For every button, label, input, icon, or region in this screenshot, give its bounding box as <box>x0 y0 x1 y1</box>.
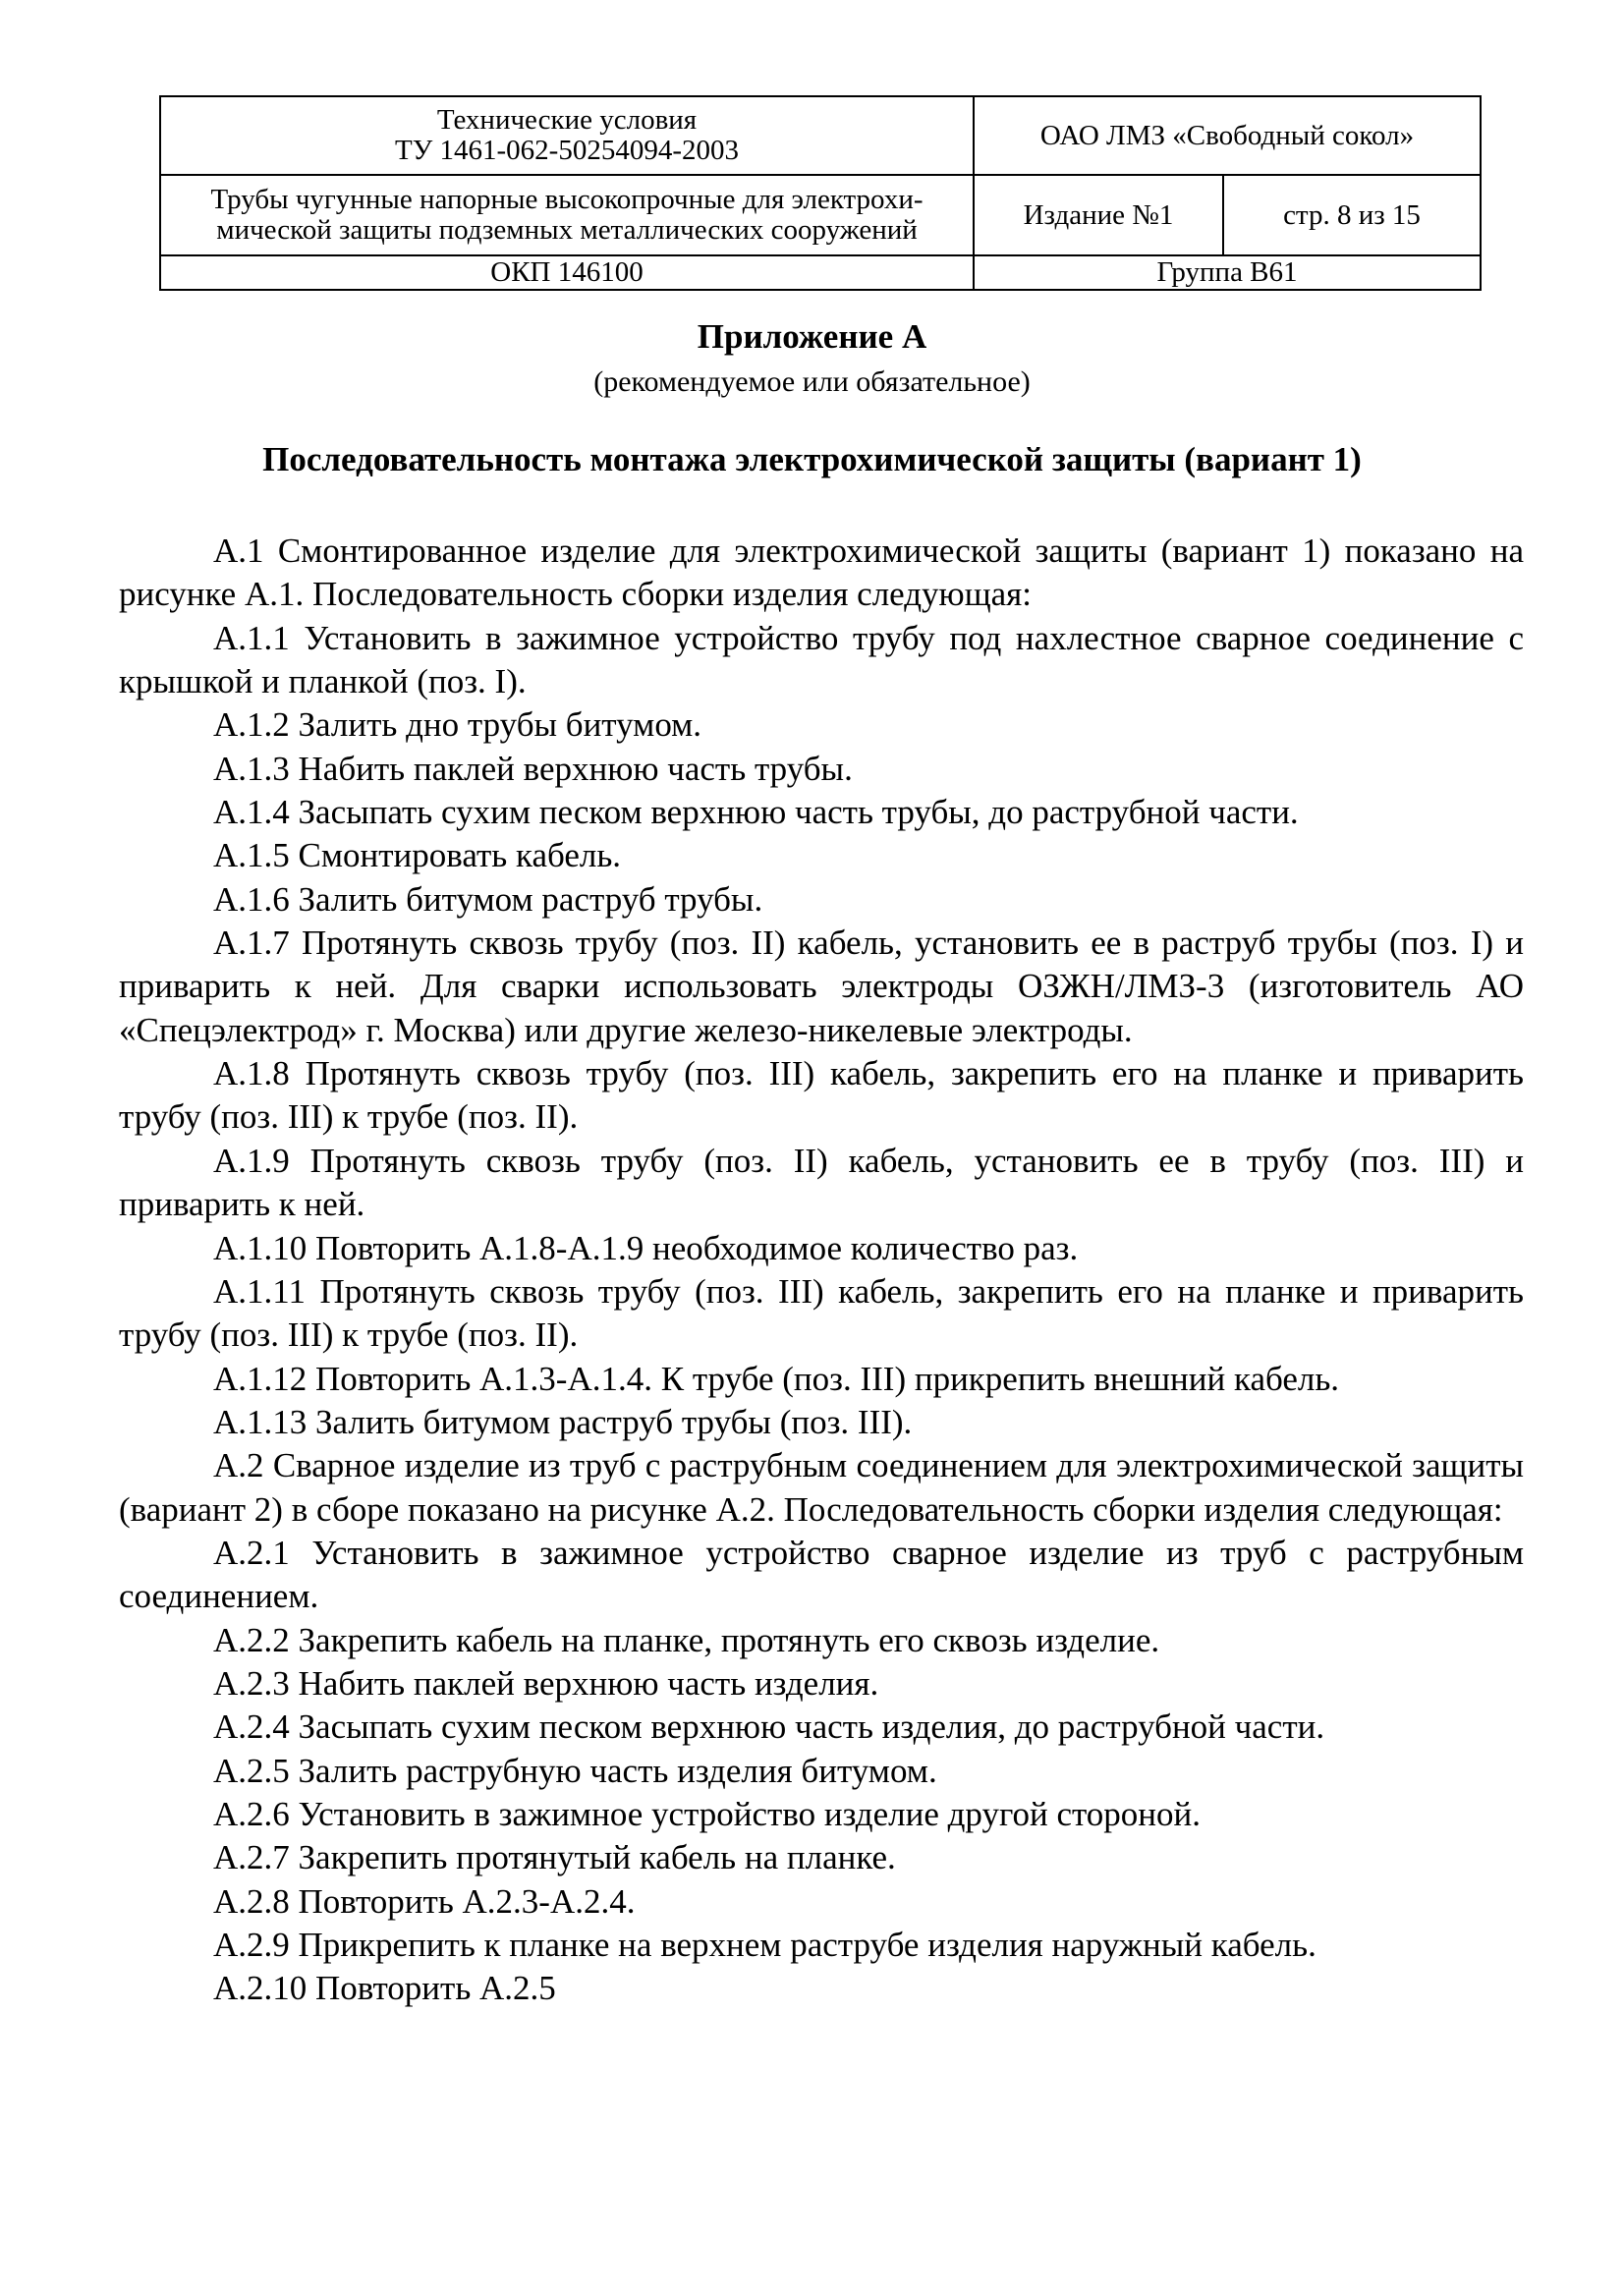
appendix-title: Приложение А <box>697 317 927 356</box>
document-body <box>119 530 1524 2011</box>
tu-cell <box>160 96 974 175</box>
paragraph: А.1 Смонтированное изделие для электрохимической защиты (вариант 1) показано на рисунке А.1. Последовательность сборки изделия следующая: <box>119 532 1524 614</box>
company-name: ОАО ЛМЗ «Свободный сокол» <box>974 96 1481 175</box>
tu-title: Технические условия <box>436 104 698 136</box>
paragraph: А.1.4 Засыпать сухим песком верхнюю часть трубы, до раструбной части. <box>213 793 1299 832</box>
paragraph: А.2.1 Установить в зажимное устройство сварное изделие из труб с раструбным соединением. <box>119 1533 1524 1616</box>
edition-label: Издание №1 <box>974 175 1223 255</box>
paragraph: А.1.13 Залить битумом раструб трубы (поз. III). <box>213 1402 913 1441</box>
paragraph: А.2.4 Засыпать сухим песком верхнюю часть изделия, до раструбной части. <box>213 1707 1325 1747</box>
paragraph: А.2.10 Повторить А.2.5 <box>213 1969 556 2008</box>
section-heading: Последовательность монтажа электрохимической защиты (вариант 1) <box>262 440 1362 478</box>
paragraph: А.1.7 Протянуть сквозь трубу (поз. II) кабель, установить ее в раструб трубы (поз. I) и приварить к ней. Для сварки использовать электроды ОЗЖН/ЛМЗ-3 (изготовитель АО «Спецэлектрод» г. Москва) или другие железо-никелевые электроды. <box>119 923 1524 1049</box>
paragraph: А.2.9 Прикрепить к планке на верхнем раструбе изделия наружный кабель. <box>213 1926 1316 1964</box>
paragraph: А.1.5 Смонтировать кабель. <box>213 836 622 875</box>
group-code: Группа В61 <box>974 255 1481 290</box>
paragraph: А.1.9 Протянуть сквозь трубу (поз. II) кабель, установить ее в трубу (поз. III) и приварить к ней. <box>119 1141 1524 1224</box>
paragraph: А.1.2 Залить дно трубы битумом. <box>213 705 702 745</box>
document-header-table <box>159 95 1482 291</box>
paragraph: А.1.10 Повторить А.1.8-А.1.9 необходимое количество раз. <box>213 1228 1079 1267</box>
paragraph: А.2.8 Повторить А.2.3-А.2.4. <box>213 1881 636 1921</box>
paragraph: А.1.1 Установить в зажимное устройство трубу под нахлестное сварное соединение с крышкой и планкой (поз. I). <box>119 618 1524 701</box>
product-line-2: мической защиты подземных металлических сооружений <box>216 214 918 246</box>
okp-code: ОКП 146100 <box>160 255 974 290</box>
paragraph: А.2.7 Закрепить протянутый кабель на планке. <box>213 1838 896 1877</box>
product-cell <box>160 175 974 255</box>
paragraph: А.2.3 Набить паклей верхнюю часть изделия. <box>213 1663 879 1703</box>
product-line-1: Трубы чугунные напорные высокопрочные для электрохи- <box>210 184 924 215</box>
paragraph: А.1.3 Набить паклей верхнюю часть трубы. <box>213 749 853 788</box>
page-number: стр. 8 из 15 <box>1223 175 1481 255</box>
paragraph: А.2.6 Установить в зажимное устройство изделие другой стороной. <box>213 1794 1202 1833</box>
paragraph: А.2 Сварное изделие из труб с раструбным соединением для электрохимической защиты (вариант 2) в сборе показано на рисунке А.2. Последовательность сборки изделия следующая: <box>119 1446 1524 1529</box>
paragraph: А.2.5 Залить раструбную часть изделия битумом. <box>213 1751 937 1790</box>
paragraph: А.2.2 Закрепить кабель на планке, протянуть его сквозь изделие. <box>213 1620 1160 1659</box>
paragraph: А.1.12 Повторить А.1.3-А.1.4. К трубе (поз. III) прикрепить внешний кабель. <box>213 1359 1340 1398</box>
paragraph: А.1.6 Залить битумом раструб трубы. <box>213 879 763 919</box>
appendix-subtitle: (рекомендуемое или обязательное) <box>593 365 1031 398</box>
paragraph: А.1.11 Протянуть сквозь трубу (поз. III) кабель, закрепить его на планке и приварить трубу (поз. III) к трубе (поз. II). <box>119 1271 1524 1355</box>
paragraph: А.1.8 Протянуть сквозь трубу (поз. III) кабель, закрепить его на планке и приварить трубу (поз. III) к трубе (поз. II). <box>119 1054 1524 1137</box>
tu-number: ТУ 1461-062-50254094-2003 <box>395 135 739 166</box>
